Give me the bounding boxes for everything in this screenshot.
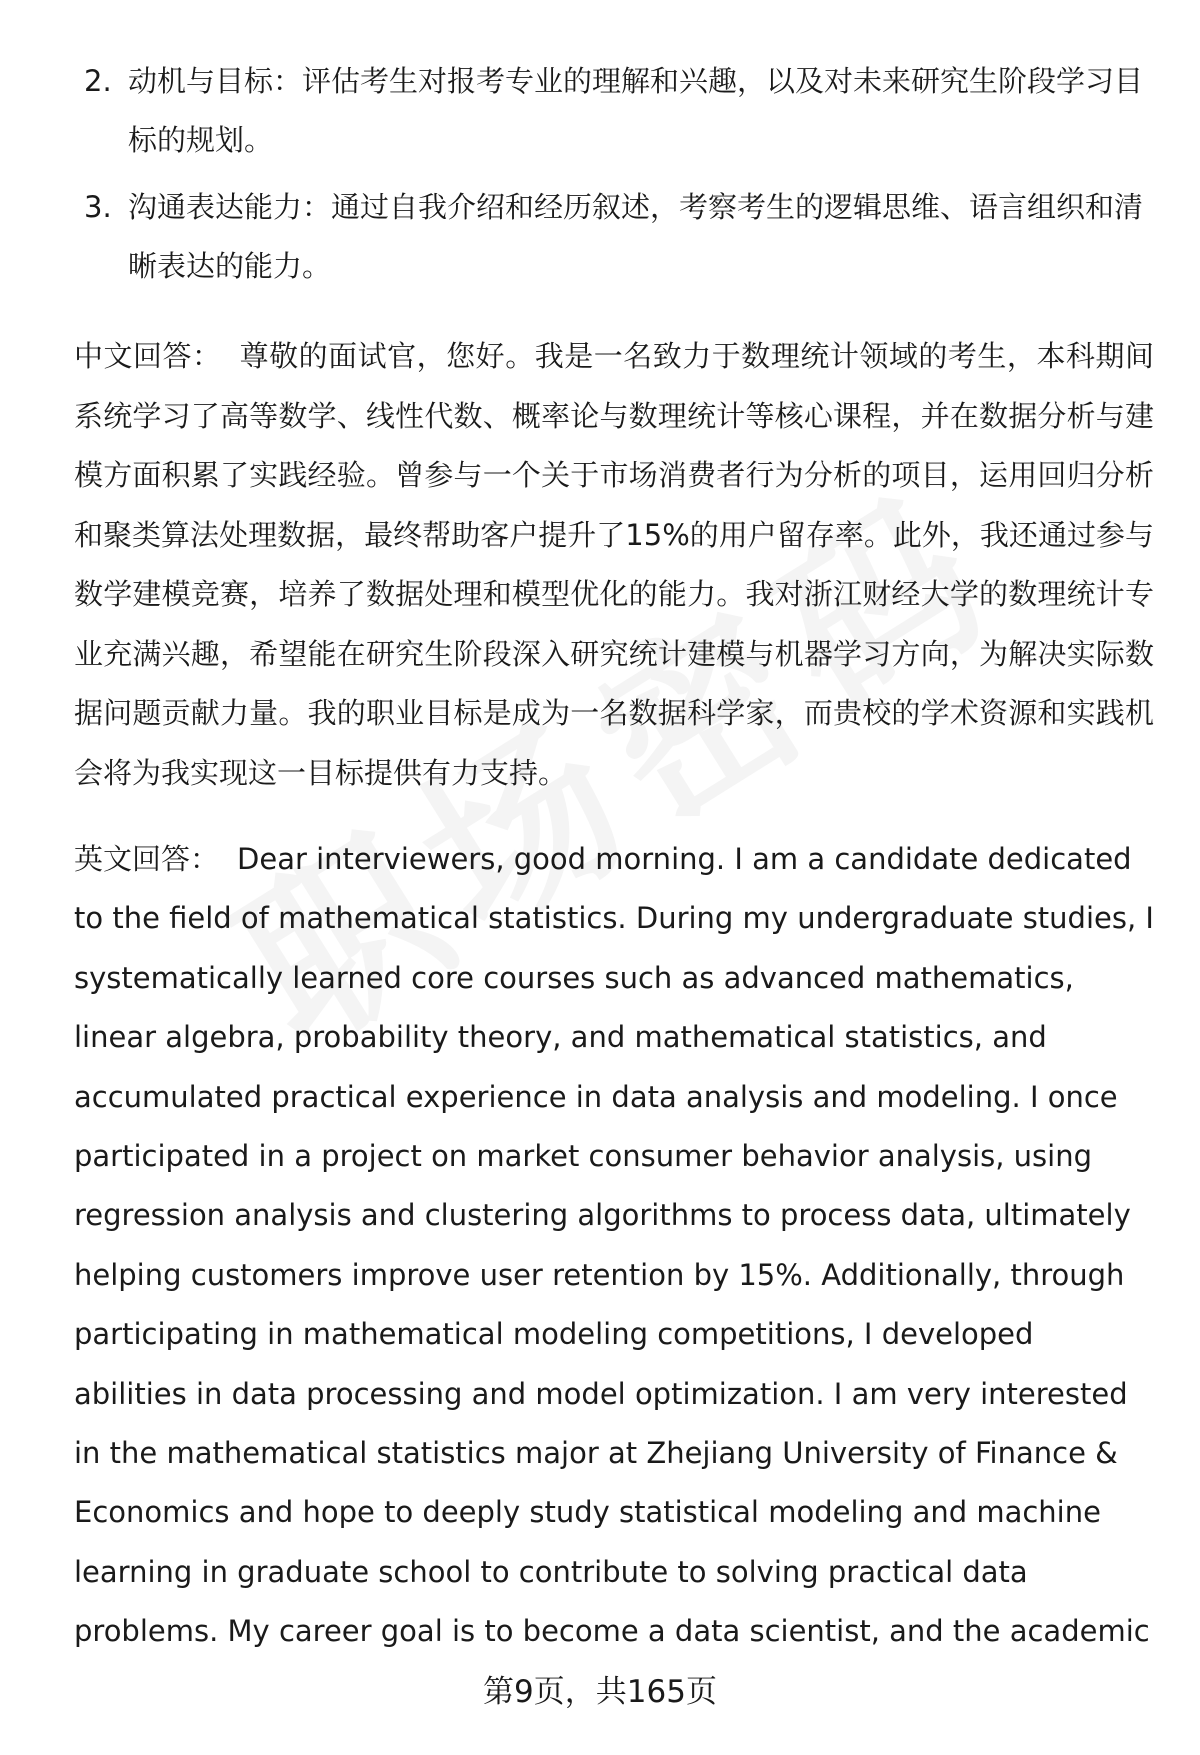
list-item bbox=[74, 52, 1154, 170]
english-answer-text: Dear interviewers, good morning. I am a candidate dedicated to the field of mathematical statistics. During my undergraduate studies, I systematically learned core courses such as advanced mathematics, linear algebra, probability theory, and mathematical statistics, and accumulated practical experience in data analysis and modeling. I once participated in a project on market consumer behavior analysis, using regression analysis and clustering algorithms to process data, ultimately helping customers improve user retention by 15%. Additionally, through participating in mathematical modeling competitions, I developed abilities in data processing and model optimization. I am very interested in the mathematical statistics major at Zhejiang University of Finance & Economics and hope to deeply study statistical modeling and machine learning in graduate school to contribute to solving practical data problems. My career goal is to become a data scientist, and the academic bbox=[74, 842, 1154, 1649]
list-item-text: 动机与目标：评估考生对报考专业的理解和兴趣，以及对未来研究生阶段学习目标的规划。 bbox=[128, 64, 1144, 157]
list-item-number: 2. bbox=[84, 64, 112, 98]
chinese-answer-text: 尊敬的面试官，您好。我是一名致力于数理统计领域的考生，本科期间系统学习了高等数学、线性代数、概率论与数理统计等核心课程，并在数据分析与建模方面积累了实践经验。曾参与一个关于市场消费者行为分析的项目，运用回归分析和聚类算法处理数据，最终帮助客户提升了15%的用户留存率。此外，我还通过参与数学建模竞赛，培养了数据处理和模型优化的能力。我对浙江财经大学的数理统计专业充满兴趣，希望能在研究生阶段深入研究统计建模与机器学习方向，为解决实际数据问题贡献力量。我的职业目标是成为一名数据科学家，而贵校的学术资源和实践机会将为我实现这一目标提供有力支持。 bbox=[74, 339, 1154, 790]
list-item-number: 3. bbox=[84, 190, 112, 224]
chinese-answer-label: 中文回答： bbox=[74, 339, 222, 373]
list-item bbox=[74, 178, 1154, 296]
criteria-list bbox=[74, 52, 1154, 304]
page-number-footer: 第9页，共165页 bbox=[483, 1674, 717, 1710]
english-answer-label: 英文回答： bbox=[74, 842, 220, 876]
chinese-answer-paragraph bbox=[74, 327, 1154, 803]
list-item-text: 沟通表达能力：通过自我介绍和经历叙述，考察考生的逻辑思维、语言组织和清晰表达的能力。 bbox=[128, 190, 1144, 283]
english-answer-paragraph bbox=[74, 830, 1154, 1662]
